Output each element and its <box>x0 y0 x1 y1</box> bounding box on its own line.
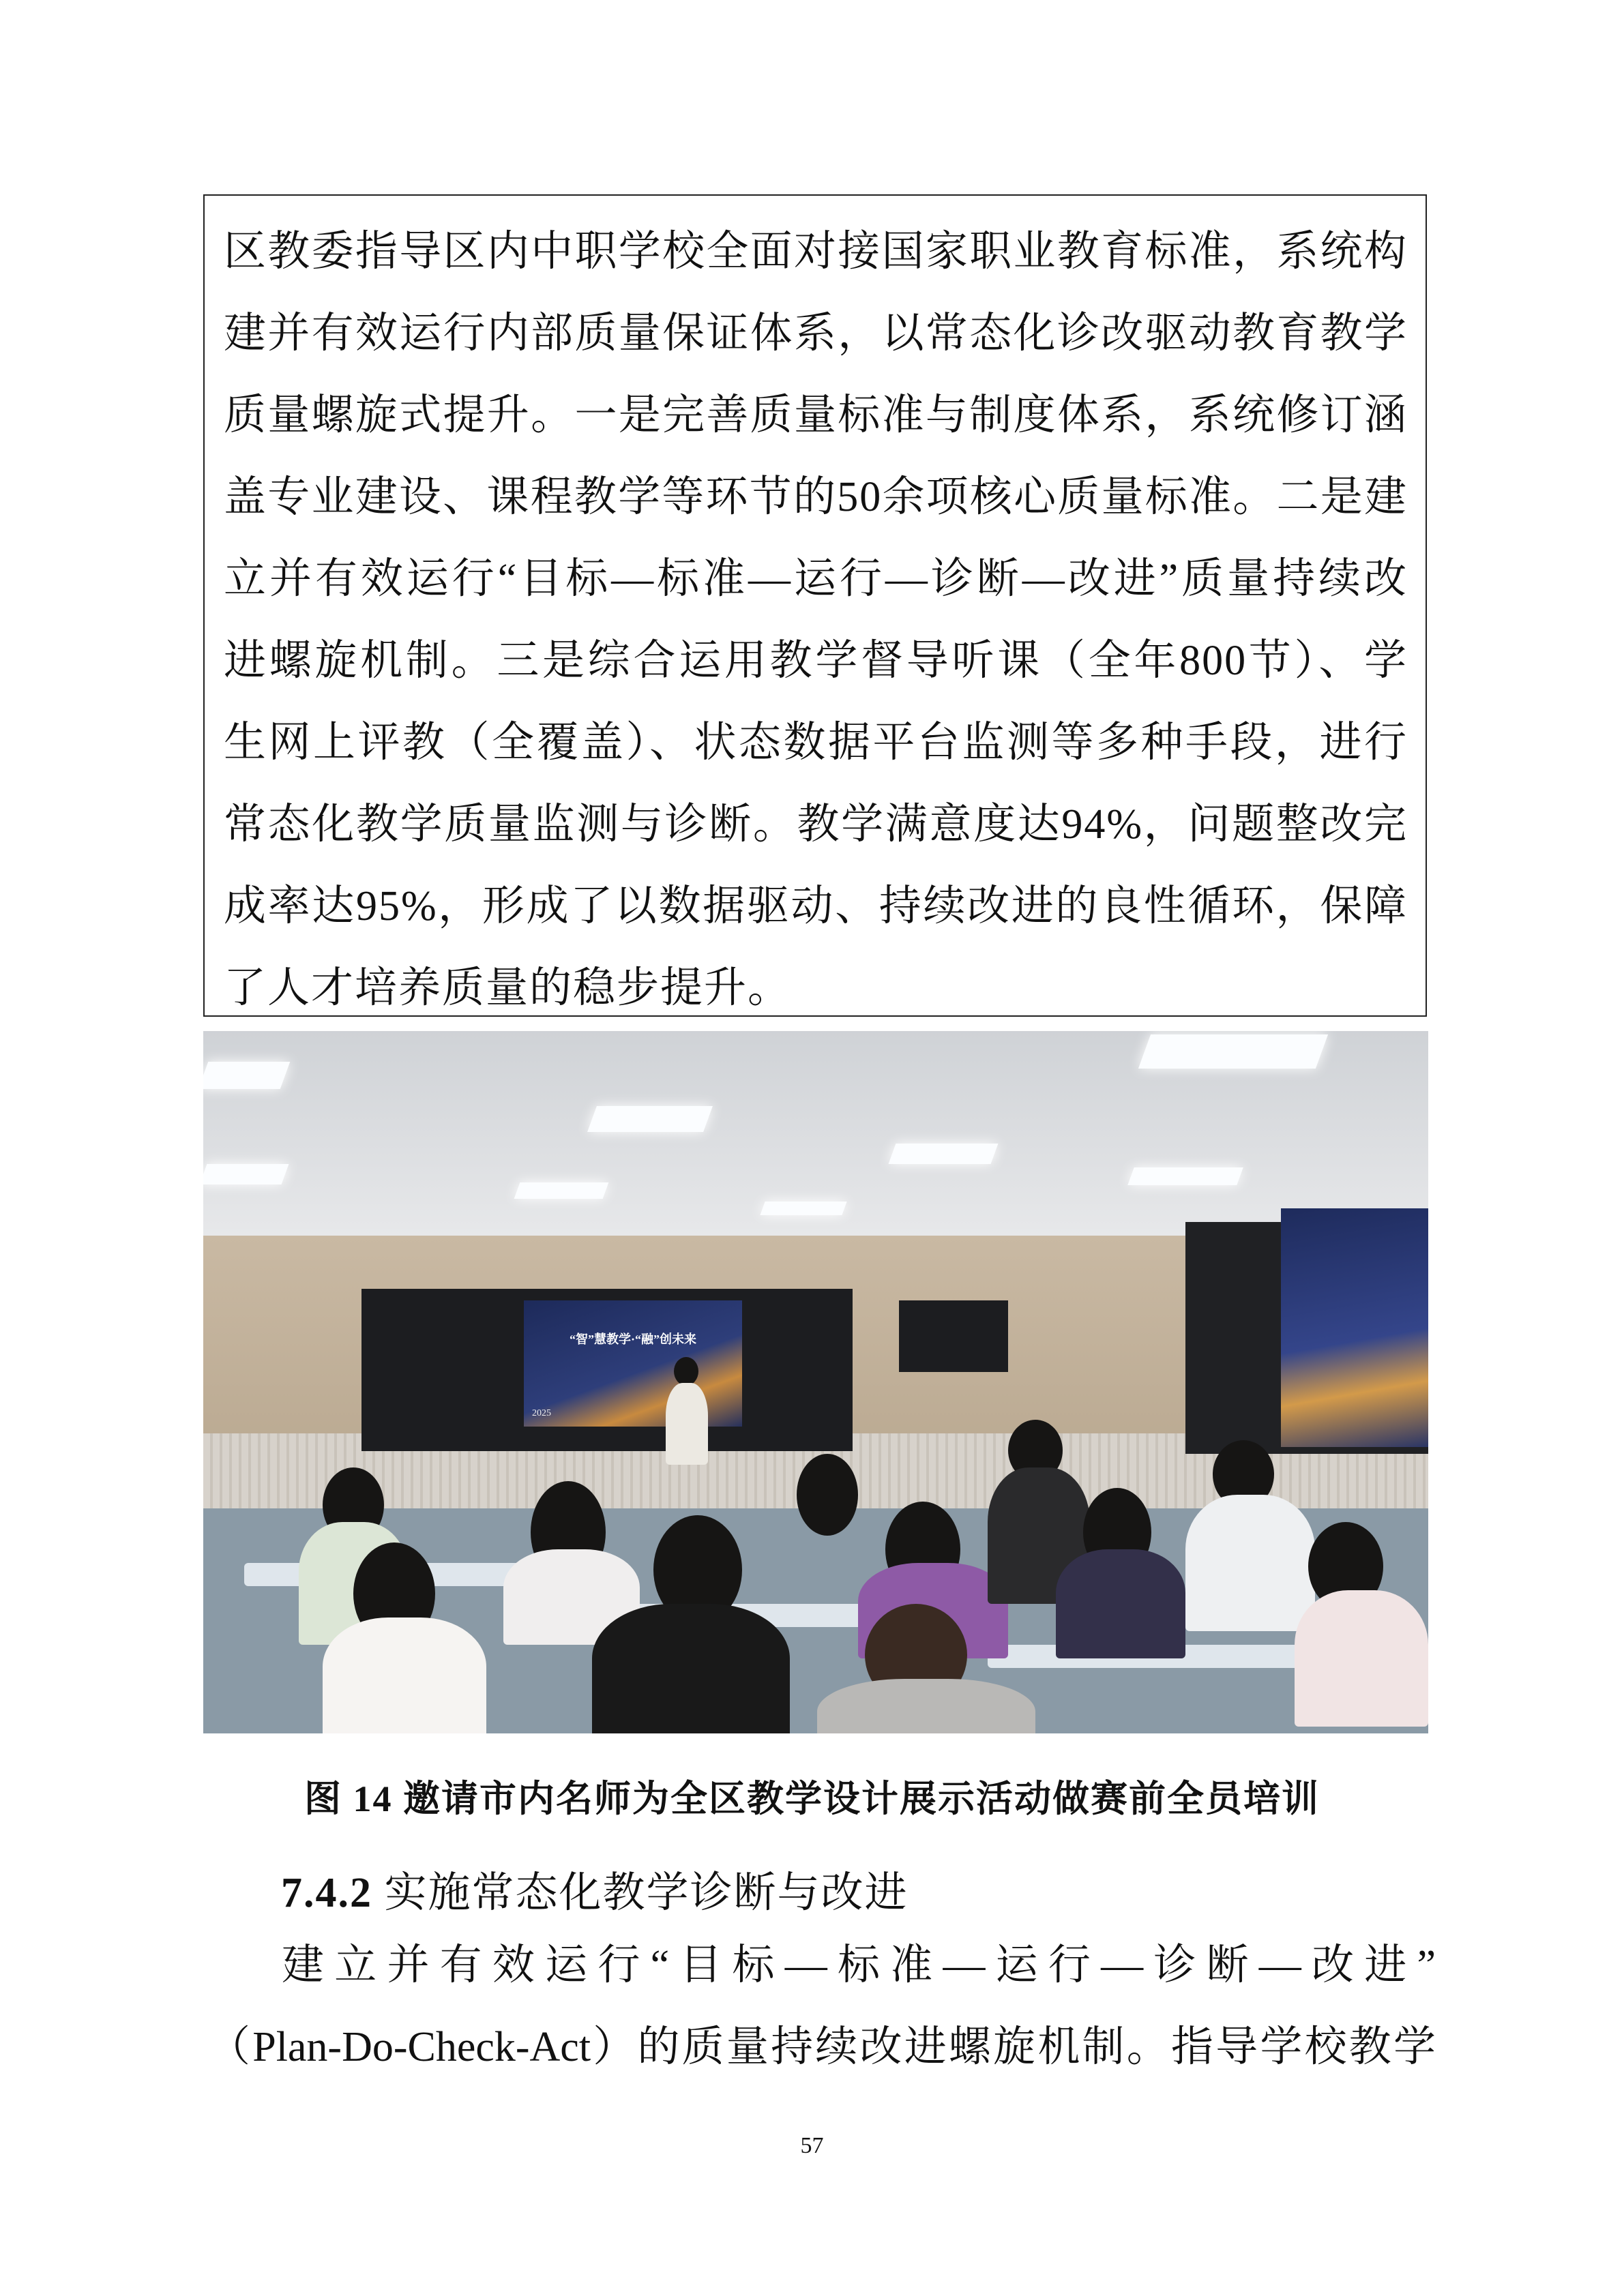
box-line: 立并有效运行“目标—标准—运行—诊断—改进”质量持续改 <box>224 556 1408 602</box>
ceiling-light <box>760 1202 846 1215</box>
ceiling-light <box>1127 1167 1243 1185</box>
audience-member-body <box>323 1617 486 1733</box>
box-line: 建并有效运行内部质量保证体系，以常态化诊改驱动教育教学 <box>224 310 1408 357</box>
section-heading <box>281 1858 909 1919</box>
ceiling-light <box>1138 1034 1328 1069</box>
box-line: 了人才培养质量的稳步提升。 <box>224 965 792 1011</box>
classroom-training-photo <box>203 1031 1428 1733</box>
audience-member-body <box>592 1604 790 1733</box>
wall-tv <box>899 1300 1008 1372</box>
box-line: 区教委指导区内中职学校全面对接国家职业教育标准，系统构 <box>224 228 1408 275</box>
box-line: 常态化教学质量监测与诊断。教学满意度达94%，问题整改完 <box>224 801 1408 848</box>
box-line: 生网上评教（全覆盖）、状态数据平台监测等多种手段，进行 <box>224 719 1408 766</box>
page-number: 57 <box>800 2133 824 2158</box>
figure-caption: 图 14 邀请市内名师为全区教学设计展示活动做赛前全员培训 <box>304 1778 1320 1819</box>
audience-member-body <box>1056 1549 1185 1658</box>
box-line: 盖专业建设、课程教学等环节的50余项核心质量标准。二是建 <box>224 474 1408 520</box>
audience-member-body <box>817 1679 1035 1733</box>
ceiling-light <box>203 1062 290 1089</box>
projection-screen <box>524 1300 742 1427</box>
screen-title: “智”慧教学·“融”创未来 <box>569 1332 696 1346</box>
audience-member-body <box>1295 1590 1428 1727</box>
section-number: 7.4.2 <box>281 1870 372 1916</box>
ceiling-light <box>514 1182 609 1199</box>
ceiling-light <box>889 1144 999 1164</box>
screen-year: 2025 <box>532 1408 551 1418</box>
section-title: 实施常态化教学诊断与改进 <box>384 1870 909 1916</box>
side-screen <box>1281 1208 1428 1447</box>
box-line: 成率达95%，形成了以数据驱动、持续改进的良性循环，保障 <box>224 883 1408 929</box>
audience-member-body <box>1185 1495 1315 1631</box>
highlight-text-box <box>203 194 1427 1017</box>
box-line: 进螺旋机制。三是综合运用教学督导听课（全年800节）、学 <box>224 638 1408 684</box>
audience-member <box>797 1454 858 1536</box>
ceiling-light <box>203 1164 289 1184</box>
presenter <box>674 1357 698 1386</box>
body-paragraph-line: 建立并有效运行“目标—标准—运行—诊断—改进” <box>282 1942 1436 1988</box>
box-line: 质量螺旋式提升。一是完善质量标准与制度体系，系统修订涵 <box>224 392 1408 438</box>
presenter-body <box>666 1383 708 1465</box>
ceiling-light <box>587 1106 713 1132</box>
body-paragraph-line: （Plan-Do-Check-Act）的质量持续改进螺旋机制。指导学校教学 <box>208 2024 1436 2070</box>
